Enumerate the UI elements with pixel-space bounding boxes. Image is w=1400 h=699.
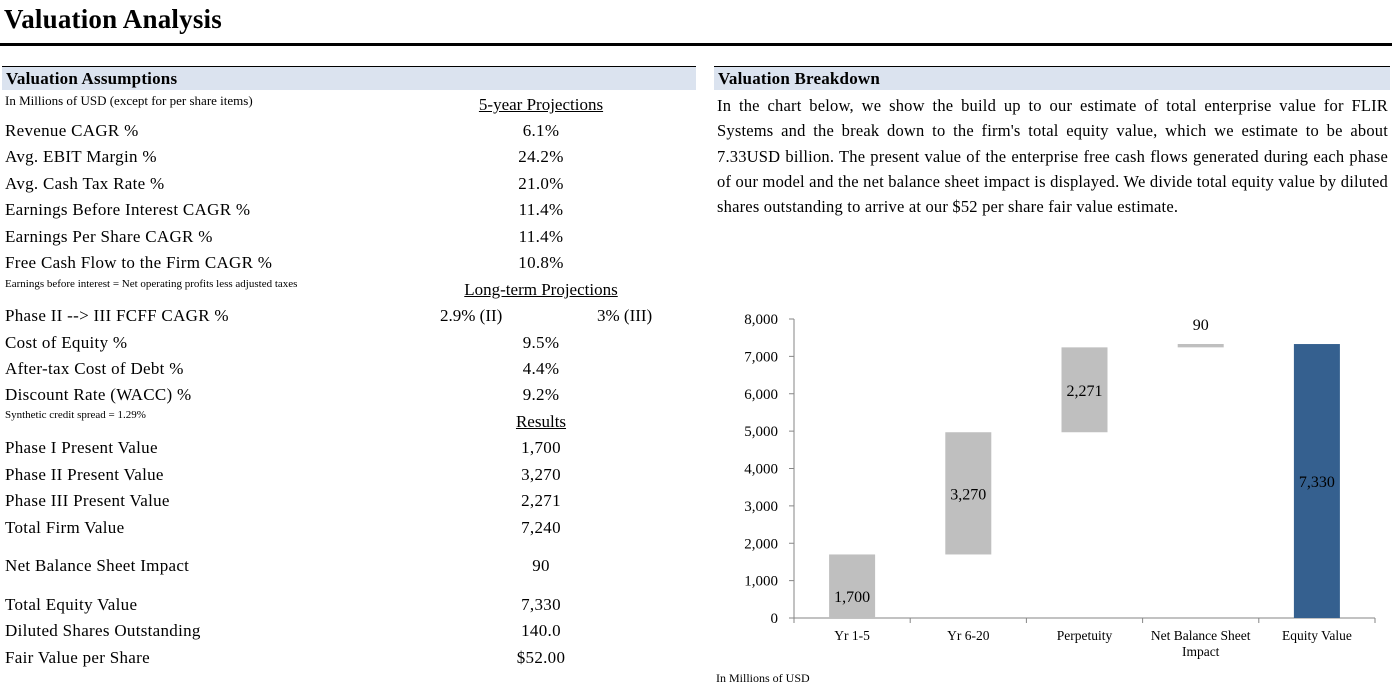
result-row-label: Fair Value per Share — [5, 648, 150, 667]
breakdown-heading: Valuation Breakdown — [714, 66, 1390, 90]
y-tick-label: 3,000 — [744, 498, 778, 515]
assumptions-heading: Valuation Assumptions — [2, 66, 696, 90]
y-tick-label: 6,000 — [744, 386, 778, 403]
category-label: Yr 6-20 — [947, 628, 990, 643]
long-term-row-label: Cost of Equity % — [5, 333, 128, 352]
category-label: Equity Value — [1281, 628, 1352, 643]
projection-row-value: 6.1% — [522, 121, 560, 140]
category-label: Perpetuity — [1056, 628, 1113, 643]
result-row-label: Total Firm Value — [5, 518, 125, 537]
ebi-note: Earnings before interest = Net operating profits less adjusted taxes — [5, 278, 298, 290]
projection-row-label: Avg. Cash Tax Rate % — [5, 174, 165, 193]
result-row-value: 90 — [532, 556, 550, 575]
y-tick-label: 7,000 — [744, 349, 778, 366]
projection-row-label: Free Cash Flow to the Firm CAGR % — [5, 253, 273, 272]
credit-spread-note: Synthetic credit spread = 1.29% — [5, 409, 146, 421]
y-tick-label: 5,000 — [744, 424, 778, 441]
result-row-label: Total Equity Value — [5, 595, 138, 614]
long-term-row-value: 4.4% — [522, 359, 560, 378]
long-term-row-label: Discount Rate (WACC) % — [5, 385, 192, 404]
category-label: Yr 1-5 — [834, 628, 870, 643]
y-tick-label: 1,000 — [744, 573, 778, 590]
result-row-value: 7,240 — [521, 518, 561, 537]
chart-units-note: In Millions of USD — [716, 671, 810, 685]
bar-value-label: 2,271 — [1066, 382, 1103, 400]
result-row-label: Net Balance Sheet Impact — [5, 556, 190, 575]
result-row-value: 2,271 — [521, 491, 561, 510]
result-row-label: Phase I Present Value — [5, 438, 158, 457]
projection-row-label: Earnings Per Share CAGR % — [5, 227, 213, 246]
y-tick-label: 2,000 — [744, 536, 778, 553]
category-label: Net Balance Sheet Impact — [1150, 628, 1251, 659]
breakdown-paragraph: In the chart below, we show the build up to our estimate of total enterprise value for FLIR Systems and the break down to the firm's total equity value, which we estimate to be about 7.33USD billion. The present value of the enterprise free cash flows generated during each phase of our model and the net balance sheet impact is displayed. We divide total equity value by diluted shares outstanding to arrive at our $52 per share fair value estimate. — [717, 96, 1388, 217]
fcff-phase-iii-value: 3% (III) — [597, 306, 653, 325]
result-row-label: Phase III Present Value — [5, 491, 170, 510]
result-row-value: 140.0 — [521, 621, 561, 640]
result-row-value: $52.00 — [516, 648, 566, 667]
waterfall-bar — [1178, 344, 1224, 347]
long-term-row-label: After-tax Cost of Debt % — [5, 359, 184, 378]
result-row-label: Phase II Present Value — [5, 465, 164, 484]
five-year-header: 5-year Projections — [478, 95, 604, 114]
results-header: Results — [515, 412, 567, 431]
bar-value-label: 1,700 — [834, 589, 871, 606]
result-row-value: 1,700 — [521, 438, 561, 457]
projection-row-value: 21.0% — [518, 174, 564, 193]
y-tick-label: 4,000 — [744, 461, 778, 478]
waterfall-bar — [829, 554, 875, 618]
projection-row-label: Revenue CAGR % — [5, 121, 139, 140]
y-tick-label: 8,000 — [744, 312, 778, 328]
bar-value-label: 90 — [1192, 317, 1209, 335]
page-title: Valuation Analysis — [4, 4, 222, 34]
fcff-cagr-label: Phase II --> III FCFF CAGR % — [5, 306, 229, 325]
long-term-row-value: 9.2% — [522, 385, 560, 404]
title-divider — [0, 43, 1392, 46]
units-note: In Millions of USD (except for per share items) — [5, 93, 253, 108]
valuation-waterfall-chart — [720, 300, 1390, 670]
long-term-header: Long-term Projections — [464, 280, 618, 299]
bar-value-label: 7,330 — [1298, 474, 1335, 492]
fcff-phase-ii-value: 2.9% (II) — [440, 306, 503, 325]
projection-row-value: 10.8% — [518, 253, 564, 272]
long-term-row-value: 9.5% — [522, 333, 560, 352]
result-row-value: 7,330 — [521, 595, 561, 614]
projection-row-value: 24.2% — [518, 147, 564, 166]
projection-row-label: Earnings Before Interest CAGR % — [5, 200, 251, 219]
bar-value-label: 3,270 — [950, 486, 987, 504]
y-tick-label: 0 — [770, 611, 778, 627]
projection-row-label: Avg. EBIT Margin % — [5, 147, 157, 166]
projection-row-value: 11.4% — [518, 200, 564, 219]
result-row-value: 3,270 — [521, 465, 561, 484]
result-row-label: Diluted Shares Outstanding — [5, 621, 201, 640]
projection-row-value: 11.4% — [518, 227, 564, 246]
